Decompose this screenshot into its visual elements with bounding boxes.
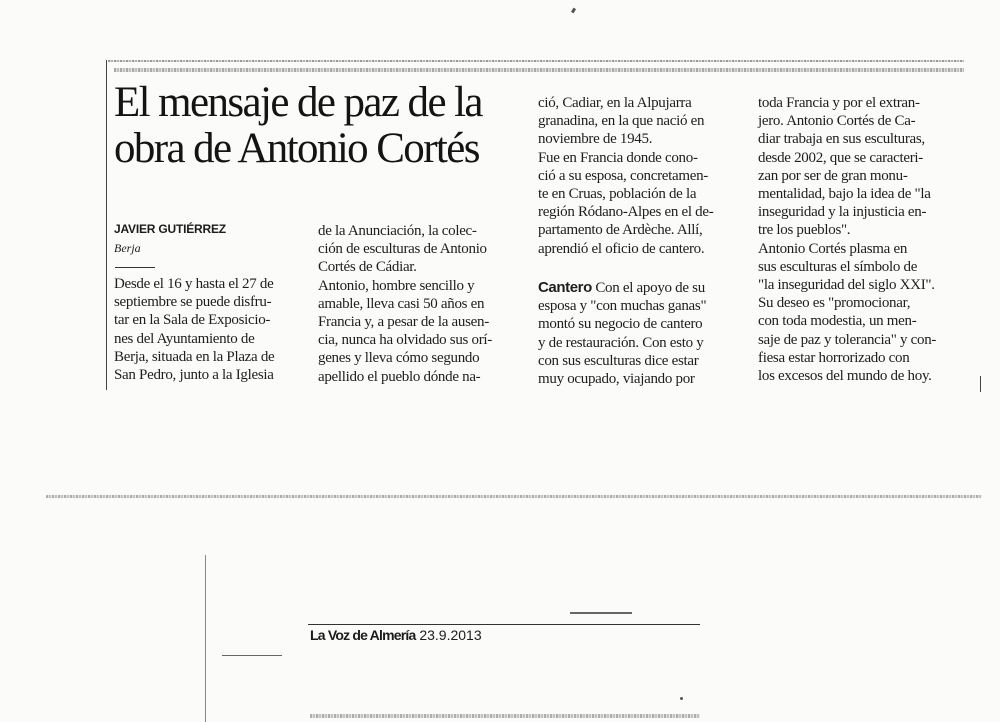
byline-author: JAVIER GUTIÉRREZ [114,222,226,236]
right-frame-line [980,376,981,392]
article-headline: El mensaje de paz de la obra de Antonio Cortés [114,79,482,172]
article-subsection [538,279,748,388]
short-mark-right [570,612,632,614]
left-frame-line [106,60,107,390]
subhead-cantero: Cantero [538,279,592,296]
publication-date: 23.9.2013 [419,627,482,643]
lower-left-guide [205,555,206,722]
signature-line [308,624,700,625]
subsection-text: Con el apoyo de su esposa y "con muchas ganas" montó su negocio de cantero y de restauración. Con esto y con sus esculturas dice estar muy ocupado, viajando por [538,280,707,388]
top-frame-line [108,60,964,62]
lower-frame-line [46,495,982,498]
byline-location: Berja [114,241,141,255]
source-signature [310,627,482,643]
article-column-3: ció, Cadiar, en la Alpujarra granadina, en la que nació en noviembre de 1945. Fue en Francia donde cono- ció a su esposa, concretamen- te en Cruas, población de la región Ródano-Alpes en el de- partamento de Ardèche. Allí, aprendió el oficio de cantero. [538,95,714,257]
bottom-hatched-band [310,714,700,718]
short-mark-left [222,655,282,656]
article-column-4: toda Francia y por el extran- jero. Antonio Cortés de Ca- diar trabaja en sus esculturas, desde 2002, que se caracteri- zan por ser de gran monu- mentalidad, bajo la idea de "la inseguridad y la injusticia en- tre los pueblos". Antonio Cortés plasma en sus esculturas el símbolo de "la inseguridad del siglo XXI". Su deseo es "promocionar, con toda modestia, un men- saje de paz y tolerancia" y con- fiesa estar horrorizado con los excesos del mundo de hoy. [758,95,937,385]
article-column-1: Desde el 16 y hasta el 27 de septiembre se puede disfru- tar en la Sala de Exposicio- nes del Ayuntamiento de Berja, situada en la Plaza de San Pedro, junto a la Iglesia [114,276,275,384]
byline-divider [115,267,155,268]
ink-dot [680,697,683,700]
publication-name: La Voz de Almería [310,627,416,643]
top-hatched-band [114,68,964,72]
article-column-2: de la Anunciación, la colec- ción de esculturas de Antonio Cortés de Cádiar. Antonio, hombre sencillo y amable, lleva casi 50 años en Francia y, a pesar de la ausen- cia, nunca ha olvidado sus orí- genes y lleva cómo segundo apellido el pueblo dónde na- [318,223,492,385]
ink-speck [571,8,576,14]
